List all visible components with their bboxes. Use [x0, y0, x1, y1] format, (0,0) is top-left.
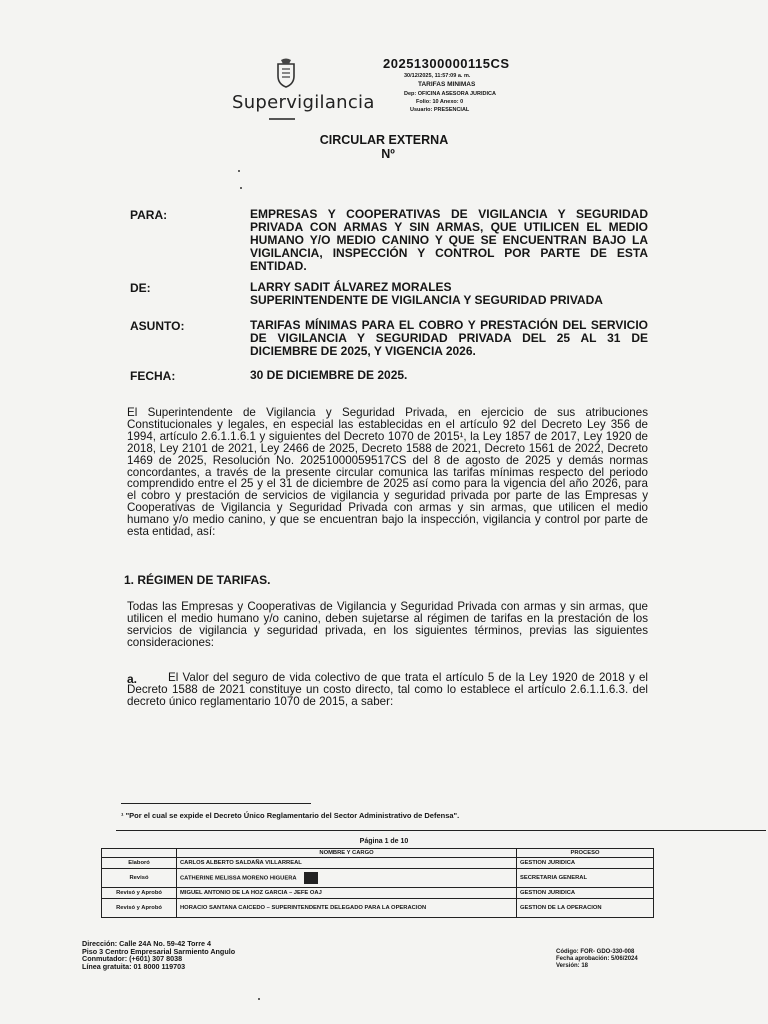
- de-label: DE:: [130, 281, 151, 295]
- row-name: HORACIO SANTANA CAICEDO – SUPERINTENDENTE DELEGADO PARA LA OPERACION: [177, 899, 517, 918]
- scan-speck: [258, 998, 260, 1000]
- table-row: [102, 899, 654, 918]
- row-process: GESTION JURIDICA: [517, 858, 654, 869]
- radicado-folios: Folio: 10 Anexo: 0: [416, 99, 464, 105]
- address-line: Dirección: Calle 24A No. 59-42 Torre 4: [82, 939, 212, 948]
- toll-free-line: Línea gratuita: 01 8000 119703: [82, 961, 186, 971]
- table-row: [102, 888, 654, 899]
- coat-of-arms-logo: [274, 58, 298, 88]
- document-title: CIRCULAR EXTERNA: [319, 133, 449, 147]
- intro-paragraph: El Superintendente de Vigilancia y Seguridad Privada, en ejercicio de sus atribuciones Constitucionales y legales, en especial las establecidas en el artículo 92 del Decreto Ley 356 de 1994, artículo 2.6.1.1.6.1 y siguientes del Decreto 1070 de 2015¹, la Ley 1857 de 2017, Ley 1920 de 2018, Ley 2101 de 2021, Ley 2466 de 2025, Decreto 1588 de 2021, Decreto 1561 de 2022, Decreto 1469 de 2025, Resolución No. 20251000059517CS del 8 de agosto de 2025 y demás normas concordantes, a través de la presente circular comunica las tarifas mínimas respecto del periodo comprendido entre el 25 y el 31 de diciembre de 2025 así como para la vigencia del año 2026, para el cobro y prestación de servicios de vigilancia y seguridad privada por parte de las Empresas y Cooperativas de Vigilancia y Seguridad Privada con armas y sin armas, que utilicen el medio humano y/o medio canino, y que se encuentran bajo la inspección, vigilancia y control por parte de esta entidad, así:: [127, 406, 648, 539]
- section-paragraph: Todas las Empresas y Cooperativas de Vigilancia y Seguridad Privada con armas y sin armas, que utilicen el medio humano y/o canino, deben sujetarse al régimen de tarifas en la prestación de los servicios de vigilancia y seguridad privada, en los siguientes términos, previas las siguientes consideraciones:: [127, 600, 648, 649]
- table-header: PROCESO: [517, 849, 654, 858]
- document-code-block: [556, 949, 638, 969]
- footnote: ¹ "Por el cual se expide el Decreto Único Reglamentario del Sector Administrativo de Defensa".: [121, 811, 460, 820]
- approval-table: [101, 848, 654, 918]
- row-role: Elaboró: [102, 858, 177, 869]
- asunto-label: ASUNTO:: [130, 319, 185, 333]
- document-number: Nº: [381, 147, 395, 161]
- form-code: Código: FOR- GDO-330-008: [556, 949, 635, 955]
- address-line: Piso 3 Centro Empresarial Sarmiento Angulo: [82, 946, 236, 956]
- form-version: Versión: 18: [556, 962, 589, 969]
- row-name: MIGUEL ANTONIO DE LA HOZ GARCIA – JEFE OAJ: [177, 888, 517, 899]
- scan-speck: [238, 170, 240, 172]
- row-process: GESTION DE LA OPERACION: [517, 899, 654, 918]
- radicado-date: 30/12/2025, 11:57:09 a. m.: [404, 73, 471, 79]
- fecha-label: FECHA:: [130, 369, 176, 383]
- signature-mark: [304, 872, 318, 884]
- de-position: SUPERINTENDENTE DE VIGILANCIA Y SEGURIDAD PRIVADA: [250, 293, 603, 307]
- para-value: EMPRESAS Y COOPERATIVAS DE VIGILANCIA Y SEGURIDAD PRIVADA CON ARMAS Y SIN ARMAS, QUE UTILICEN EL MEDIO HUMANO Y/O MEDIO CANINO Y QUE SE ENCUENTRAN BAJO LA VIGILANCIA, INSPECCIÓN Y CONTROL POR PARTE DE ESTA ENTIDAD.: [250, 207, 648, 273]
- table-header: NOMBRE Y CARGO: [177, 849, 517, 858]
- page-number: Página 1 de 10: [359, 838, 409, 845]
- item-a-label: a.: [127, 672, 138, 686]
- para-label: PARA:: [130, 208, 168, 222]
- radicado-subject: TARIFAS MINIMAS: [418, 81, 476, 88]
- row-role: Revisó y Aprobó: [102, 899, 177, 918]
- table-header: [102, 849, 177, 858]
- row-name: CARLOS ALBERTO SALDAÑA VILLARREAL: [177, 858, 517, 869]
- radicado-user: Usuario: PRESENCIAL: [410, 107, 470, 113]
- row-process: GESTION JURIDICA: [517, 888, 654, 899]
- brand-underline: [269, 118, 295, 120]
- table-row: [102, 869, 654, 888]
- address-block: [82, 940, 235, 970]
- radicado-dependency: Dep: OFICINA ASESORA JURIDICA: [404, 91, 496, 97]
- footer-separator: [116, 830, 766, 831]
- row-process: SECRETARIA GENERAL: [517, 869, 654, 888]
- row-role: Revisó y Aprobó: [102, 888, 177, 899]
- table-row: [102, 858, 654, 869]
- fecha-value: 30 DE DICIEMBRE DE 2025.: [250, 368, 408, 382]
- de-name: LARRY SADIT ÁLVAREZ MORALES: [250, 280, 452, 294]
- row-role: Revisó: [102, 869, 177, 888]
- radicado-number: 20251300000115CS: [383, 56, 510, 71]
- asunto-value: TARIFAS MÍNIMAS PARA EL COBRO Y PRESTACIÓN DEL SERVICIO DE VIGILANCIA Y SEGURIDAD PRIVADA DEL 25 AL 31 DE DICIEMBRE DE 2025, Y VIGENCIA 2026.: [250, 318, 648, 358]
- section-heading: 1. RÉGIMEN DE TARIFAS.: [124, 573, 271, 587]
- footnote-rule: [121, 803, 311, 804]
- item-a-paragraph: El Valor del seguro de vida colectivo de que trata el artículo 5 de la Ley 1920 de 2018 y el Decreto 1588 de 2021 constituye un costo directo, tal como lo establece el artículo 2.6.1.1.6.3. del decreto único reglamentario 1070 de 2015, a saber:: [127, 671, 648, 708]
- brand-name: Supervigilancia: [232, 92, 375, 113]
- phone-line: Conmutador: (+601) 307 8038: [82, 954, 183, 964]
- approval-date: Fecha aprobación: 5/06/2024: [556, 955, 638, 962]
- scan-speck: [240, 187, 242, 189]
- row-name: CATHERINE MELISSA MORENO HIGUERA: [180, 875, 297, 882]
